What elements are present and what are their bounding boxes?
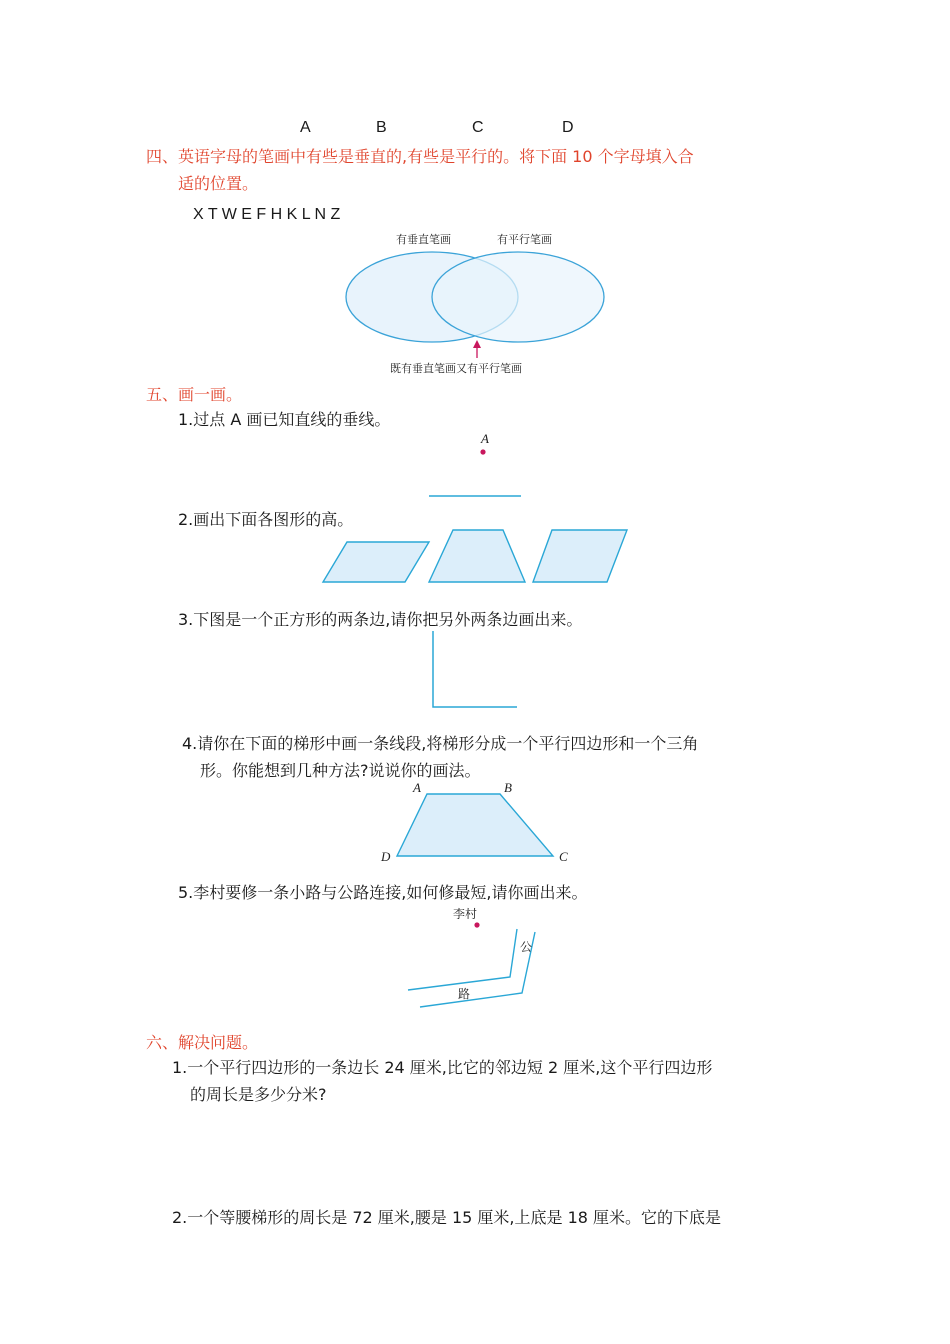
section4-title-line2: 适的位置。 [178,174,259,193]
road-label-lu: 路 [458,987,471,1001]
q5-4-line2: 形。你能想到几种方法?说说你的画法。 [200,761,481,780]
point-a-label: A [481,431,489,446]
option-d: D [562,119,574,136]
q5-1-text: 1.过点 A 画已知直线的垂线。 [178,410,391,429]
q6-1-line2: 的周长是多少分米? [190,1085,327,1104]
section6-title: 六、解决问题。 [146,1033,259,1052]
option-b: B [376,119,387,136]
venn-bottom-label: 既有垂直笔画又有平行笔画 [390,362,522,375]
q5-5-text: 5.李村要修一条小路与公路连接,如何修最短,请你画出来。 [178,883,588,902]
section5-title: 五、画一画。 [146,385,243,404]
trapezoid-shape [429,530,525,582]
parallelogram-2 [533,530,627,582]
road-edge-lower [420,932,535,1007]
q5-3-text: 3.下图是一个正方形的两条边,请你把另外两条边画出来。 [178,610,583,629]
square-two-sides [433,631,517,707]
venn-left-label: 有垂直笔画 [396,233,451,246]
trapezoid-abcd [397,794,553,856]
point-a-dot [480,449,485,454]
venn-arrow-head [473,340,481,348]
village-label: 李村 [453,907,478,921]
q6-2-line1: 2.一个等腰梯形的周长是 72 厘米,腰是 15 厘米,上底是 18 厘米。它的下底是 [172,1208,722,1227]
trap-label-c: C [559,849,568,864]
q5-4-line1: 4.请你在下面的梯形中画一条线段,将梯形分成一个平行四边形和一个三角 [182,734,699,753]
option-c: C [472,119,484,136]
trap-label-d: D [381,849,391,864]
trap-label-b: B [504,780,512,795]
venn-right-label: 有平行笔画 [497,233,552,246]
q6-1-line1: 1.一个平行四边形的一条边长 24 厘米,比它的邻边短 2 厘米,这个平行四边形 [172,1058,713,1077]
road-label-gong: 公 [520,940,533,954]
letter-list: X T W E F H K L N Z [193,206,341,223]
section4-title-line1: 四、英语字母的笔画中有些是垂直的,有些是平行的。将下面 10 个字母填入合 [146,147,694,166]
village-dot [474,922,479,927]
trap-label-a: A [413,780,421,795]
q5-2-text: 2.画出下面各图形的高。 [178,510,354,529]
road-edge-upper [408,929,517,990]
option-a: A [300,119,311,136]
venn-right-ellipse [432,252,604,342]
parallelogram-1 [323,542,429,582]
